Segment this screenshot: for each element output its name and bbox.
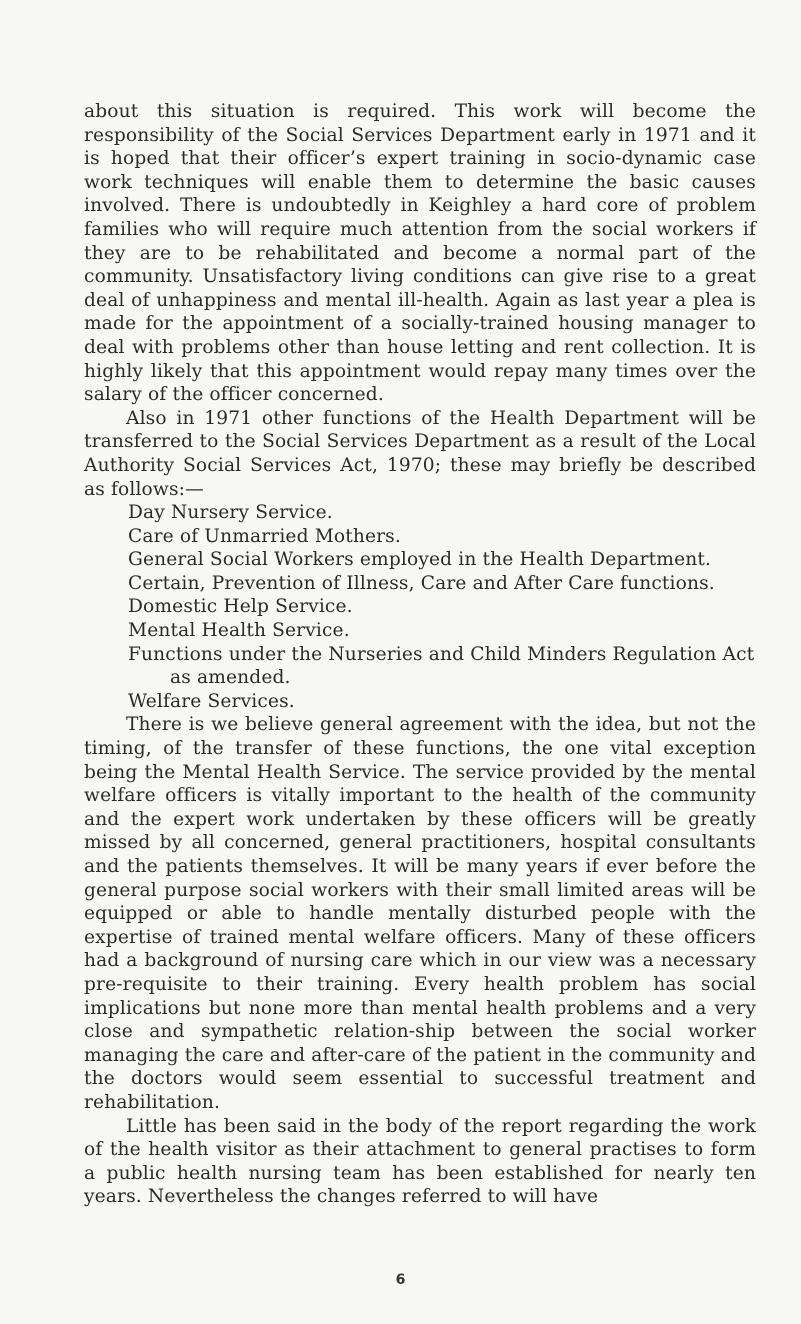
list-item: Mental Health Service. bbox=[128, 620, 350, 642]
paragraph-continuation: about this situation is required. This work will become the responsibility of the Social Services Department early in 1971 and it is hoped that their officer’s expert training in socio-dynamic case work techniques will enable them to determine the basic causes involved. There is undoubtedly in Keighley a hard core of problem families who will require much attention from the social workers if they are to be rehabilitated and become a normal part of the community. Unsatisfactory living conditions can give rise to a great deal of unhappiness and mental ill-health. Again as last year a plea is made for the appointment of a socially-trained housing manager to deal with problems other than house letting and rent collection. It is highly likely that this appointment would repay many times over the salary of the officer concerned. bbox=[84, 101, 756, 406]
services-list bbox=[84, 501, 756, 713]
paragraph-transfer-of-functions: Also in 1971 other functions of the Health Department will be transferred to the Social Services Department as a result of the Local Authority Social Services Act, 1970; these may briefly be described as follows:— bbox=[84, 407, 756, 500]
list-item: Domestic Help Service. bbox=[128, 596, 353, 618]
list-item: General Social Workers employed in the Health Department. bbox=[128, 549, 712, 571]
list-item: Functions under the Nurseries and Child Minders Regulation Act as amended. bbox=[128, 643, 755, 689]
paragraph-mental-health: There is we believe general agreement with the idea, but not the timing, of the transfer of these functions, the one vital exception being the Mental Health Service. The service provided by the mental welfare officers is vitally important to the health of the community and the expert work undertaken by these officers will be greatly missed by all concerned, general practitioners, hospital consultants and the patients themselves. It will be many years if ever before the general purpose social workers with their small limited areas will be equipped or able to handle mentally disturbed people with the expertise of trained mental welfare officers. Many of these officers had a background of nursing care which in our view was a necessary pre-requisite to their training. Every health problem has social implications but none more than mental health problems and a very close and sympathetic relation-ship between the social worker managing the care and after-care of the patient in the community and the doctors would seem essential to successful treatment and rehabilitation. bbox=[84, 714, 756, 1113]
document-body bbox=[84, 100, 756, 1209]
list-item: Day Nursery Service. bbox=[128, 502, 333, 524]
list-item: Certain, Prevention of Illness, Care and After Care functions. bbox=[128, 572, 715, 594]
list-item: Care of Unmarried Mothers. bbox=[128, 525, 401, 547]
list-item: Welfare Services. bbox=[128, 690, 295, 712]
page-number: 6 bbox=[395, 1272, 406, 1288]
paragraph-health-visitor: Little has been said in the body of the report regarding the work of the health visitor as their attachment to general practises to form a public health nursing team has been established for nearly ten years. Nevertheless the changes referred to will have bbox=[84, 1115, 756, 1208]
